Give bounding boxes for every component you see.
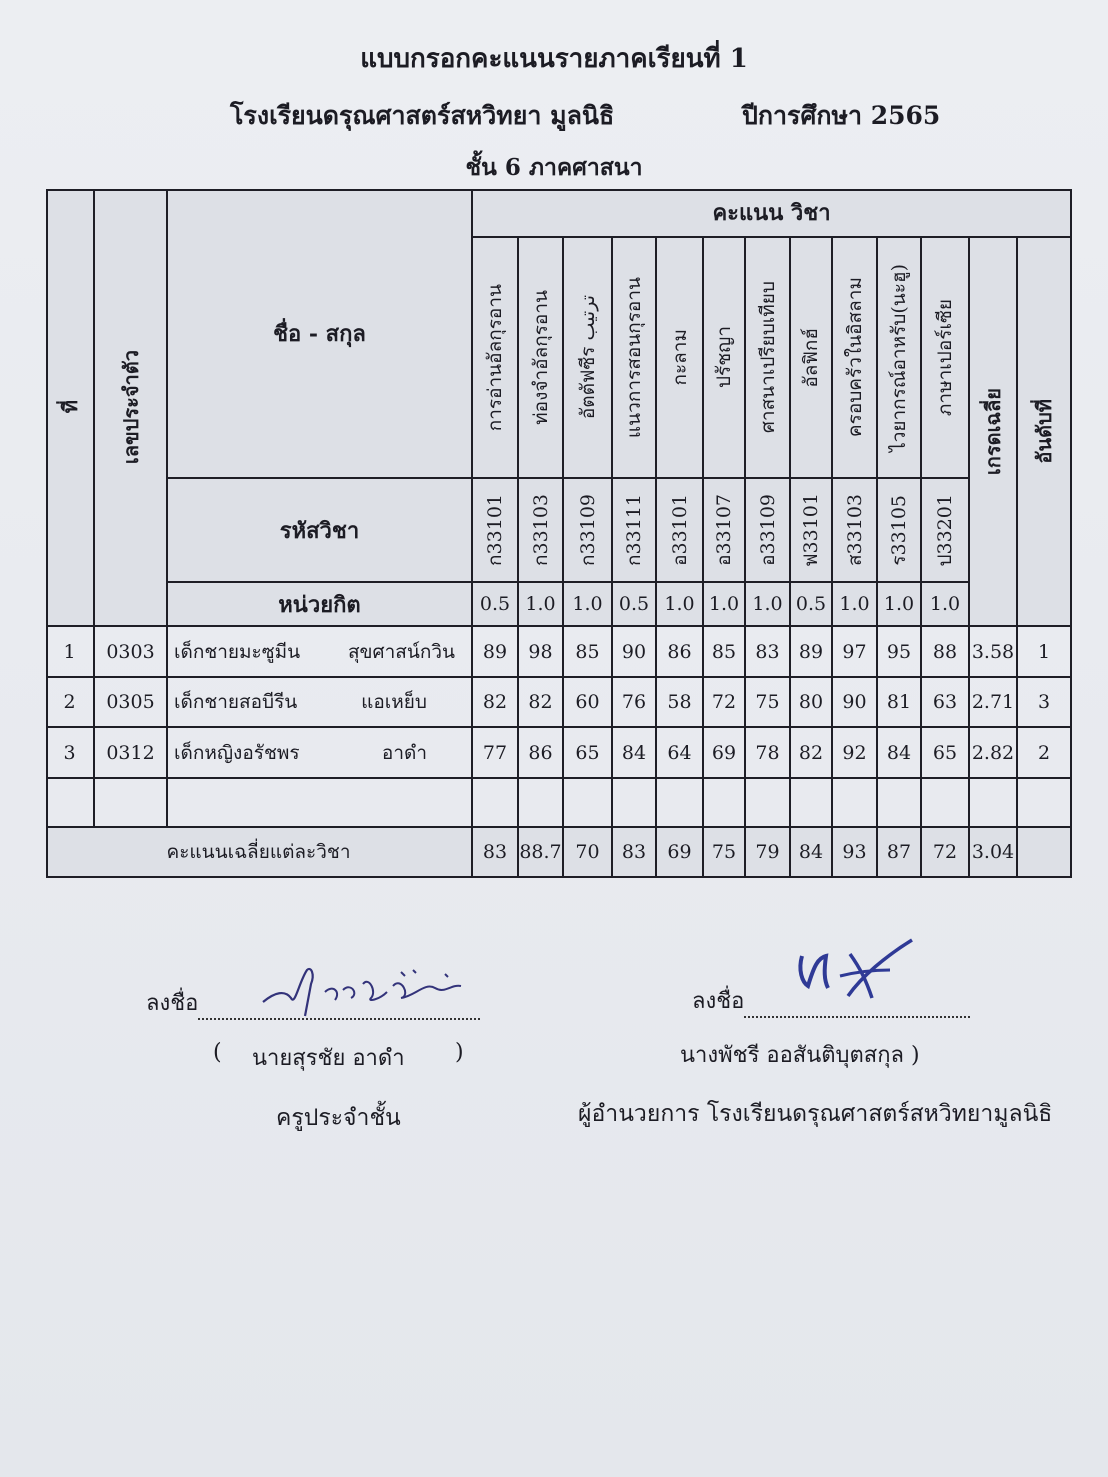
- average-gpa: [970, 828, 1018, 878]
- score-cell: [657, 627, 704, 678]
- average-score: [657, 828, 704, 878]
- score-cell: [613, 627, 657, 678]
- average-score: [791, 828, 833, 878]
- student-gpa-text: 2.71: [971, 691, 1015, 713]
- left-name-line: [213, 1040, 222, 1065]
- student-gpa: [970, 728, 1018, 779]
- average-score-text: 93: [842, 841, 867, 863]
- subject-credit-9: [833, 583, 878, 627]
- score-cell-text: 60: [575, 691, 600, 713]
- score-cell: [833, 728, 878, 779]
- subject-code-6: [704, 479, 746, 583]
- subject-name-8-text: อัลฟิกฮ์: [800, 327, 822, 388]
- subject-code-1: [473, 479, 519, 583]
- header-score-group: [473, 189, 1072, 238]
- subject-credit-2: [519, 583, 564, 627]
- student-id-text: 0305: [106, 691, 155, 713]
- average-score-text: 84: [798, 841, 824, 863]
- empty-cell: [833, 779, 878, 828]
- average-label: [46, 828, 473, 878]
- score-cell-text: 90: [621, 640, 647, 663]
- student-id: [95, 627, 168, 678]
- score-cell-text: 77: [482, 741, 508, 764]
- subject-credit-6-text: 1.0: [708, 593, 740, 615]
- subject-code-2-text: ก33103: [529, 494, 552, 566]
- score-cell: [564, 728, 613, 779]
- score-cell-text: 78: [755, 741, 780, 764]
- score-cell: [922, 627, 970, 678]
- score-cell: [746, 627, 791, 678]
- form-title: แบบกรอกคะแนนรายภาคเรียนที่ 1: [360, 44, 748, 74]
- right-sign-label: ลงชื่อ: [692, 989, 745, 1014]
- subject-credit-8: [791, 583, 833, 627]
- subject-name-3-text: อัตตัฟซีร ترتيب: [576, 295, 599, 420]
- subject-name-6: [704, 238, 746, 479]
- average-score-text: 88.7: [519, 841, 562, 863]
- subject-code-9: [833, 479, 878, 583]
- score-cell: [519, 627, 564, 678]
- left-signer-role: ครูประจำชั้น: [276, 1105, 401, 1131]
- score-cell: [704, 728, 746, 779]
- average-score-text: 87: [886, 841, 912, 863]
- student-gpa-text: 3.58: [971, 640, 1015, 663]
- score-cell-text: 86: [667, 640, 692, 663]
- average-score-text: 70: [575, 841, 600, 863]
- subject-credit-4-text: 0.5: [618, 593, 650, 615]
- student-id-text: 0303: [106, 640, 155, 663]
- student-no: [46, 728, 95, 779]
- score-cell: [519, 728, 564, 779]
- subject-code-2: [519, 479, 564, 583]
- subject-credit-5: [657, 583, 704, 627]
- student-rank-text: 1: [1037, 640, 1051, 663]
- student-gpa: [970, 678, 1018, 728]
- score-cell: [878, 678, 922, 728]
- average-label-text: คะแนนเฉลี่ยแต่ละวิชา: [166, 841, 351, 863]
- average-score-text: 72: [932, 841, 958, 863]
- subject-code-6-text: อ33107: [713, 494, 735, 566]
- score-cell-text: 92: [842, 741, 867, 764]
- header-score-group-text: คะแนน วิชา: [712, 200, 831, 226]
- score-cell: [922, 728, 970, 779]
- school-name: โรงเรียนดรุณศาสตร์สหวิทยา มูลนิธิ: [230, 101, 615, 130]
- subject-name-9-text: ครอบครัวในอิสลาม: [843, 277, 866, 438]
- score-cell-text: 63: [932, 691, 958, 713]
- subject-code-4-text: ก33111: [623, 494, 645, 566]
- student-rank-text: 2: [1037, 741, 1051, 764]
- score-cell-text: 95: [886, 640, 912, 663]
- average-score: [519, 828, 564, 878]
- empty-cell: [1018, 779, 1072, 828]
- score-cell-text: 65: [575, 741, 600, 764]
- score-cell: [922, 678, 970, 728]
- score-cell-text: 89: [482, 640, 508, 663]
- student-rank-text: 3: [1037, 691, 1051, 713]
- average-score-text: 69: [667, 841, 692, 863]
- score-cell-text: 88: [932, 640, 958, 663]
- header-gpa: [970, 238, 1018, 627]
- student-no-text: 3: [63, 741, 76, 764]
- subject-code-10: [878, 479, 922, 583]
- left-sign-label: ลงชื่อ: [146, 991, 199, 1016]
- subject-code-5: [657, 479, 704, 583]
- header-rank: [1018, 238, 1072, 627]
- left-open-paren: (: [213, 1040, 222, 1065]
- subject-name-8: [791, 238, 833, 479]
- left-close-paren: ): [455, 1040, 464, 1065]
- empty-cell: [95, 779, 168, 828]
- score-cell: [833, 678, 878, 728]
- score-cell-text: 84: [621, 741, 647, 764]
- score-cell: [613, 678, 657, 728]
- subject-credit-2-text: 1.0: [525, 593, 556, 615]
- student-first-name: เด็กชายสอบีรีน: [174, 691, 298, 713]
- empty-cell: [970, 779, 1018, 828]
- score-cell-text: 98: [528, 640, 553, 663]
- student-first-name: เด็กหญิงอรัชพร: [174, 741, 300, 764]
- average-score: [613, 828, 657, 878]
- empty-cell: [613, 779, 657, 828]
- subject-code-3: [564, 479, 613, 583]
- score-cell-text: 89: [798, 640, 824, 663]
- student-no-text: 2: [63, 691, 76, 713]
- subject-code-11-text: ป33201: [934, 493, 956, 567]
- student-gpa-text: 2.82: [971, 741, 1015, 764]
- header-student-id: [95, 189, 168, 627]
- average-score-text: 83: [621, 841, 647, 863]
- subject-credit-8-text: 0.5: [795, 593, 827, 615]
- subject-code-4: [613, 479, 657, 583]
- average-score: [922, 828, 970, 878]
- score-cell-text: 80: [798, 691, 824, 713]
- subject-name-1-text: การอ่านอัลกุรอาน: [484, 283, 506, 432]
- header-subject-code: [168, 479, 473, 583]
- academic-year: ปีการศึกษา 2565: [742, 101, 941, 130]
- subject-name-2-text: ท่องจำอัลกุรอาน: [529, 290, 552, 425]
- subject-credit-3-text: 1.0: [572, 593, 603, 615]
- subject-credit-11: [922, 583, 970, 627]
- empty-cell: [746, 779, 791, 828]
- header-subject-code-text: รหัสวิชา: [279, 517, 360, 544]
- empty-cell: [564, 779, 613, 828]
- subject-code-5-text: อ33101: [668, 494, 691, 566]
- subject-code-8-text: ฟ33101: [800, 493, 822, 567]
- score-cell-text: 86: [528, 741, 553, 764]
- subject-name-7: [746, 238, 791, 479]
- average-score: [704, 828, 746, 878]
- score-cell: [833, 627, 878, 678]
- header-student-id-text: เลขประจำตัว: [118, 349, 143, 465]
- score-table: [46, 189, 1072, 878]
- average-score: [833, 828, 878, 878]
- score-cell-text: 75: [755, 691, 780, 713]
- subject-name-7-text: ศาสนาเปรียบเทียบ: [756, 281, 779, 434]
- score-cell: [657, 728, 704, 779]
- empty-cell: [704, 779, 746, 828]
- student-first-name: เด็กชายมะซูมีน: [174, 640, 301, 663]
- header-credit: [168, 583, 473, 627]
- student-rank: [1018, 627, 1072, 678]
- subject-name-4: [613, 238, 657, 479]
- student-no: [46, 627, 95, 678]
- student-gpa: [970, 627, 1018, 678]
- subject-name-10-text: ไวยากรณ์อาหรับ(นะฮู): [888, 263, 910, 452]
- score-cell-text: 69: [711, 741, 737, 764]
- subject-credit-7-text: 1.0: [752, 593, 783, 615]
- score-cell-text: 82: [798, 741, 824, 764]
- subject-code-3-text: ก33109: [576, 494, 599, 566]
- subject-code-11: [922, 479, 970, 583]
- score-cell: [613, 728, 657, 779]
- score-cell-text: 83: [755, 640, 780, 663]
- score-cell: [564, 627, 613, 678]
- subject-name-10: [878, 238, 922, 479]
- header-no-text: ที่: [57, 400, 82, 414]
- average-score: [473, 828, 519, 878]
- score-cell: [473, 678, 519, 728]
- empty-cell: [46, 779, 95, 828]
- score-cell-text: 76: [621, 691, 647, 713]
- subject-credit-1: [473, 583, 519, 627]
- subject-name-9: [833, 238, 878, 479]
- subject-name-11: [922, 238, 970, 479]
- score-cell-text: 82: [482, 691, 508, 713]
- score-cell-text: 64: [667, 741, 692, 764]
- subject-credit-10-text: 1.0: [883, 593, 915, 615]
- empty-cell: [168, 779, 473, 828]
- right-signer-role: ผู้อำนวยการ โรงเรียนดรุณศาสตร์สหวิทยามูลนิธิ: [578, 1101, 1053, 1127]
- subject-credit-6: [704, 583, 746, 627]
- subject-name-5-text: กะลาม: [668, 329, 691, 386]
- average-score-text: 83: [482, 841, 508, 863]
- empty-cell: [473, 779, 519, 828]
- subject-credit-10: [878, 583, 922, 627]
- subject-credit-3: [564, 583, 613, 627]
- score-cell: [473, 728, 519, 779]
- average-score-text: 75: [711, 841, 737, 863]
- subject-credit-11-text: 1.0: [929, 593, 961, 615]
- subject-name-6-text: ปรัชญา: [713, 326, 735, 389]
- score-cell: [791, 678, 833, 728]
- average-rank-empty: [1018, 828, 1072, 878]
- score-cell: [791, 728, 833, 779]
- score-cell-text: 82: [528, 691, 553, 713]
- average-gpa-text: 3.04: [971, 841, 1015, 863]
- average-score: [746, 828, 791, 878]
- score-cell: [878, 627, 922, 678]
- student-id-text: 0312: [106, 741, 155, 764]
- student-id: [95, 728, 168, 779]
- score-cell: [519, 678, 564, 728]
- score-cell-text: 72: [711, 691, 737, 713]
- student-rank: [1018, 728, 1072, 779]
- subject-credit-7: [746, 583, 791, 627]
- header-gpa-text: เกรดเฉลี่ย: [981, 387, 1005, 476]
- right-handwritten-signature: [790, 936, 920, 1006]
- score-cell: [791, 627, 833, 678]
- score-cell: [704, 678, 746, 728]
- score-cell: [564, 678, 613, 728]
- header-no: [46, 189, 95, 627]
- subject-code-7-text: อ33109: [756, 494, 779, 566]
- left-signer-name: นายสุรชัย อาดำ: [252, 1046, 405, 1071]
- subject-code-7: [746, 479, 791, 583]
- subject-code-10-text: ร33105: [888, 494, 910, 566]
- score-cell: [704, 627, 746, 678]
- student-name: [168, 678, 473, 728]
- student-name: [168, 728, 473, 779]
- empty-cell: [878, 779, 922, 828]
- left-handwritten-signature: [255, 962, 485, 1024]
- score-cell-text: 65: [932, 741, 958, 764]
- empty-cell: [922, 779, 970, 828]
- average-score: [878, 828, 922, 878]
- score-cell-text: 85: [711, 640, 737, 663]
- subject-credit-5-text: 1.0: [664, 593, 695, 615]
- score-cell-text: 85: [575, 640, 600, 663]
- student-rank: [1018, 678, 1072, 728]
- header-rank-text: อันดับที่: [1032, 399, 1056, 464]
- student-id: [95, 678, 168, 728]
- subject-code-8: [791, 479, 833, 583]
- score-cell: [746, 728, 791, 779]
- right-sign-dots: [744, 1016, 970, 1018]
- student-last-name: อาดำ: [381, 741, 427, 764]
- score-cell: [473, 627, 519, 678]
- score-cell-text: 97: [842, 640, 867, 663]
- score-cell-text: 81: [886, 691, 912, 713]
- subject-credit-9-text: 1.0: [839, 593, 870, 615]
- score-cell-text: 58: [667, 691, 692, 713]
- empty-cell: [657, 779, 704, 828]
- right-signer-name: นางพัชรี ออสันติบุตสกุล ): [680, 1043, 920, 1068]
- student-no-text: 1: [63, 640, 76, 663]
- subject-code-9-text: ส33103: [843, 493, 866, 567]
- subject-name-1: [473, 238, 519, 479]
- score-cell: [746, 678, 791, 728]
- student-last-name: สุขศาสน์กวิน: [347, 640, 455, 663]
- subject-name-5: [657, 238, 704, 479]
- subject-code-1-text: ก33101: [484, 494, 506, 566]
- student-last-name: แอเหย็บ: [361, 691, 427, 713]
- class-label: ชั้น 6 ภาคศาสนา: [465, 154, 643, 181]
- score-cell: [878, 728, 922, 779]
- header-name: [168, 189, 473, 479]
- student-no: [46, 678, 95, 728]
- score-cell-text: 84: [886, 741, 912, 764]
- average-score-text: 79: [755, 841, 780, 863]
- header-name-text: ชื่อ - สกุล: [273, 320, 366, 347]
- subject-name-3: [564, 238, 613, 479]
- student-name: [168, 627, 473, 678]
- subject-name-4-text: แนวการสอนกุรอาน: [623, 276, 645, 439]
- subject-name-11-text: ภาษาเปอร์เซีย: [934, 298, 956, 417]
- score-cell-text: 90: [842, 691, 867, 713]
- average-score: [564, 828, 613, 878]
- score-cell: [657, 678, 704, 728]
- empty-cell: [791, 779, 833, 828]
- subject-credit-1-text: 0.5: [479, 593, 511, 615]
- subject-credit-4: [613, 583, 657, 627]
- subject-name-2: [519, 238, 564, 479]
- header-credit-text: หน่วยกิต: [278, 591, 361, 618]
- empty-cell: [519, 779, 564, 828]
